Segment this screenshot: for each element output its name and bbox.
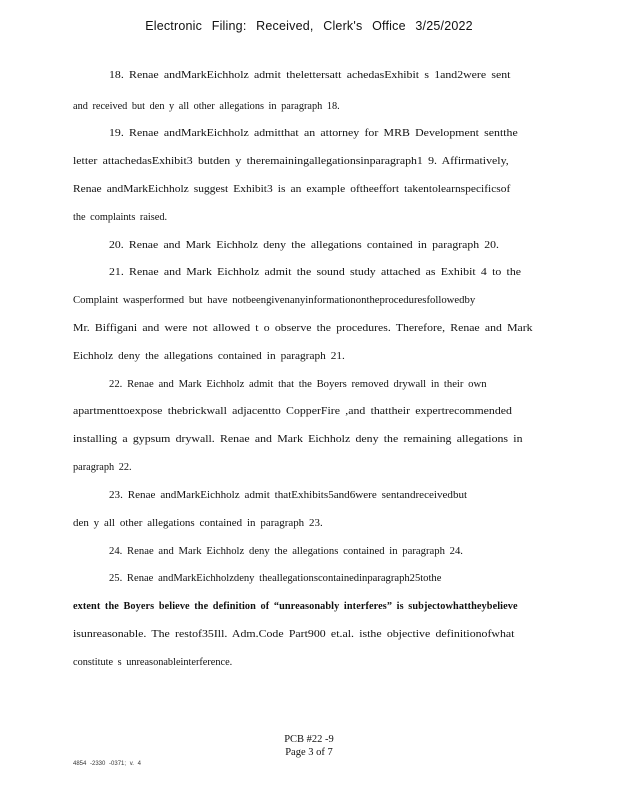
- paragraph-20-line-1: 20. Renae and Mark Eichholz deny the allegations contained in paragraph 20.: [109, 240, 499, 251]
- case-number: PCB #22 -9: [284, 734, 334, 745]
- paragraph-22-line-2: apartmenttoexpose thebrickwall adjacentto CopperFire ,and thattheir expertrecommended: [73, 406, 512, 417]
- page-footer: [0, 733, 618, 759]
- paragraph-24-line-1: 24. Renae and Mark Eichholz deny the allegations contained in paragraph 24.: [109, 546, 463, 557]
- paragraph-19-line-4: the complaints raised.: [73, 212, 168, 223]
- paragraph-25-line-2: extent the Boyers believe the definition of “unreasonably interferes” is subjectowhattheybelieve: [73, 600, 518, 612]
- paragraph-21-line-2: Complaint wasperformed but have notbeengivenanyinformationontheproceduresfollowedby: [73, 295, 476, 306]
- paragraph-21-line-1: 21. Renae and Mark Eichholz admit the sound study attached as Exhibit 4 to the: [109, 267, 522, 278]
- page-number: Page 3 of 7: [285, 747, 333, 758]
- paragraph-22-line-3: installing a gypsum drywall. Renae and Mark Eichholz deny the remaining allegations in: [73, 434, 523, 445]
- paragraph-18-line-2: and received but den y all other allegations in paragraph 18.: [73, 101, 340, 112]
- paragraph-23-line-2: den y all other allegations contained in paragraph 23.: [73, 518, 323, 529]
- paragraph-19-line-1: 19. Renae andMarkEichholz admitthat an attorney for MRB Development sentthe: [109, 128, 518, 139]
- paragraph-25-line-1: 25. Renae andMarkEichholzdeny theallegationscontainedinparagraph25tothe: [109, 573, 442, 584]
- paragraph-21-line-3: Mr. Biffigani and were not allowed t o observe the procedures. Therefore, Renae and Mark: [73, 323, 533, 334]
- paragraph-18-line-1: 18. Renae andMarkEichholz admit thelettersatt achedasExhibit s 1and2were sent: [109, 70, 511, 81]
- document-id: 4854 -2330 -0371; v. 4: [73, 761, 141, 767]
- paragraph-22-line-1: 22. Renae and Mark Eichholz admit that the Boyers removed drywall in their own: [109, 379, 487, 390]
- paragraph-19-line-3: Renae andMarkEichholz suggest Exhibit3 is an example oftheeffort takentolearnspecificsof: [73, 184, 511, 195]
- paragraph-21-line-4: Eichholz deny the allegations contained in paragraph 21.: [73, 351, 345, 362]
- paragraph-25-line-4: constitute s unreasonableinterference.: [73, 657, 233, 668]
- paragraph-22-line-4: paragraph 22.: [73, 462, 132, 473]
- paragraph-19-line-2: letter attachedasExhibit3 butden y theremainingallegationsinparagraph1 9. Affirmatively,: [73, 156, 509, 167]
- paragraph-25-line-3: isunreasonable. The restof35Ill. Adm.Code Part900 et.al. isthe objective definitionofwhat: [73, 629, 515, 640]
- efiling-header: Electronic Filing: Received, Clerk's Office 3/25/2022: [145, 19, 473, 33]
- paragraph-23-line-1: 23. Renae andMarkEichholz admit thatExhibits5and6were sentandreceivedbut: [109, 490, 468, 501]
